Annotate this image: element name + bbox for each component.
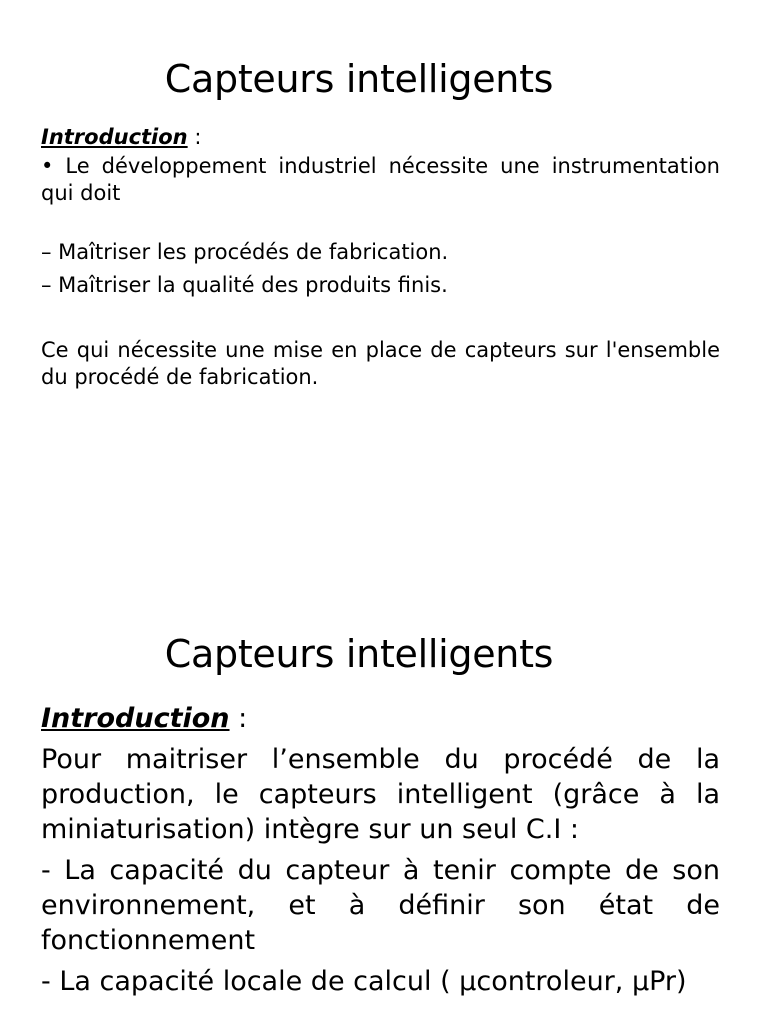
slide-body	[41, 701, 720, 999]
bullet-paragraph: • Le développement industriel nécessite une instrumentation qui doit	[41, 154, 720, 205]
intro-label: Introduction	[41, 703, 230, 734]
slide-body	[41, 124, 720, 391]
dash-item: – Maîtriser la qualité des produits finis.	[41, 273, 448, 297]
closing-paragraph: Ce qui nécessite une mise en place de capteurs sur l'ensemble du procédé de fabrication.	[41, 338, 720, 389]
body-paragraph: - La capacité du capteur à tenir compte de son environnement, et à définir son état de fonctionnement	[41, 855, 720, 956]
intro-colon: :	[229, 703, 248, 734]
intro-colon: :	[187, 125, 202, 149]
intro-label: Introduction	[41, 125, 188, 149]
body-paragraph: - La capacité locale de calcul ( µcontroleur, µPr)	[41, 966, 687, 997]
intro-heading	[41, 701, 720, 736]
slide-title: Capteurs intelligents	[164, 632, 554, 676]
body-paragraph: Pour maitriser l’ensemble du procédé de la production, le capteurs intelligent (grâce à la miniaturisation) intègre sur un seul C.I :	[41, 744, 720, 845]
dash-item: – Maîtriser les procédés de fabrication.	[41, 240, 449, 264]
slide-title: Capteurs intelligents	[164, 57, 554, 101]
slide-2	[0, 600, 768, 1024]
intro-heading	[41, 124, 720, 151]
